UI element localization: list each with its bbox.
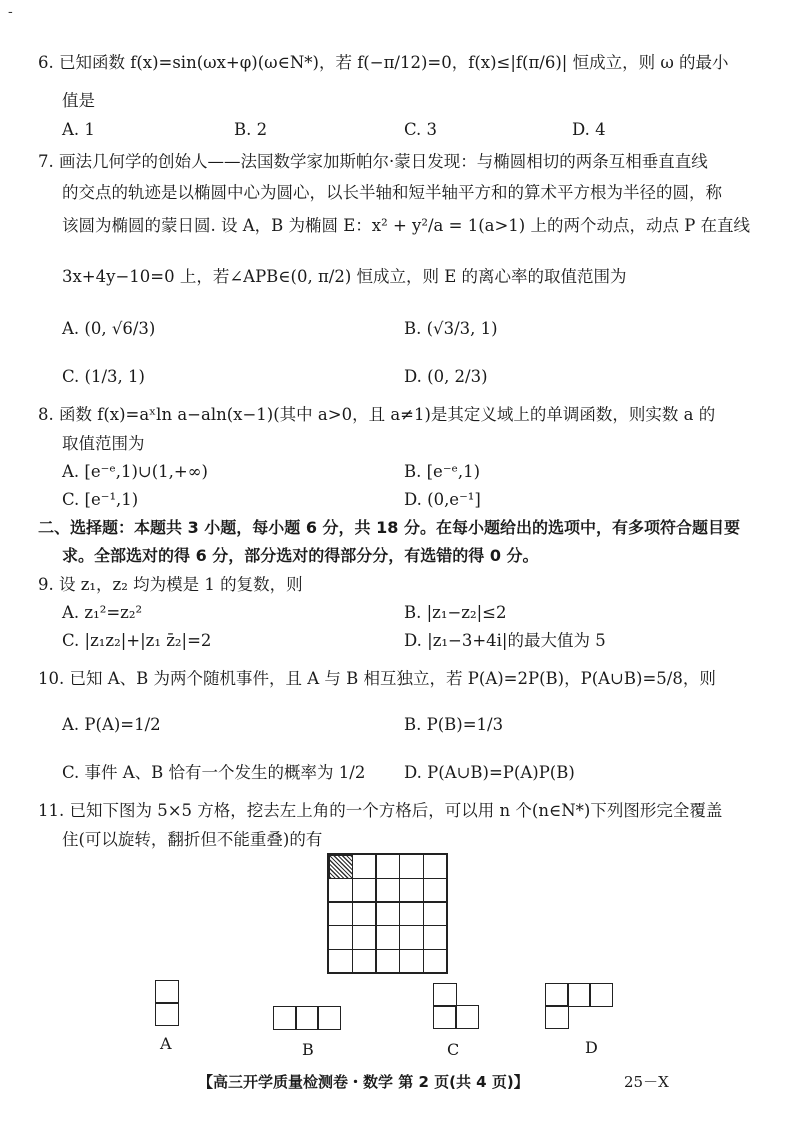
q7-stem-line2: 的交点的轨迹是以椭圆中心为圆心，以长半轴和短半轴平方和的算术平方根为半径的圆，称 [62, 183, 722, 202]
q7-stem-line4: 3x+4y−10=0 上，若∠APB∈(0, π/2) 恒成立，则 E 的离心率的取值范围为 [62, 267, 627, 286]
piece-b-label: B [302, 1040, 314, 1059]
piece-a-label: A [160, 1034, 172, 1053]
page-footer-title: 【高三开学质量检测卷・数学 第 2 页(共 4 页)】 [198, 1073, 529, 1091]
q9-option-c: C. |z₁z₂|+|z₁ z̄₂|=2 [62, 631, 212, 650]
q9-option-b: B. |z₁−z₂|≤2 [404, 603, 507, 622]
q10-option-b: B. P(B)=1/3 [404, 715, 504, 734]
q7-stem-line3: 该圆为椭圆的蒙日圆. 设 A，B 为椭圆 E：x² + y²/a = 1(a>1) 上的两个动点，动点 P 在直线 [62, 216, 751, 235]
corner-mark: - [8, 4, 13, 20]
q10-option-d: D. P(A∪B)=P(A)P(B) [404, 763, 575, 782]
q10-stem: 10. 已知 A、B 为两个随机事件，且 A 与 B 相互独立，若 P(A)=2P(B)，P(A∪B)=5/8，则 [38, 669, 716, 688]
q6-stem-line2: 值是 [62, 91, 95, 110]
q9-option-a: A. z₁²=z₂² [62, 603, 143, 622]
q6-option-d: D. 4 [572, 120, 606, 139]
q7-option-c: C. (1/3, 1) [62, 367, 145, 386]
q8-stem-line2: 取值范围为 [62, 434, 145, 453]
five-by-five-grid-figure [327, 853, 448, 974]
q6-option-c: C. 3 [404, 120, 438, 139]
q7-stem-line1: 7. 画法几何学的创始人——法国数学家加斯帕尔·蒙日发现：与椭圆相切的两条互相垂直直线 [38, 152, 708, 171]
q8-option-b: B. [e⁻ᵉ,1) [404, 462, 481, 481]
q11-stem-line1: 11. 已知下图为 5×5 方格，挖去左上角的一个方格后，可以用 n 个(n∈N*)下列图形完全覆盖 [38, 801, 723, 820]
q8-option-d: D. (0,e⁻¹] [404, 490, 481, 509]
q7-option-d: D. (0, 2/3) [404, 367, 488, 386]
page-footer-code: 25－X [624, 1073, 669, 1091]
q10-option-c: C. 事件 A、B 恰有一个发生的概率为 1/2 [62, 763, 366, 782]
section2-heading-line1: 二、选择题：本题共 3 小题，每小题 6 分，共 18 分。在每小题给出的选项中，有多项符合题目要 [38, 518, 740, 537]
q6-option-a: A. 1 [62, 120, 95, 139]
removed-corner-cell [329, 855, 353, 879]
q9-option-d: D. |z₁−3+4i|的最大值为 5 [404, 631, 606, 650]
piece-d-label: D [585, 1038, 598, 1057]
q7-option-a: A. (0, √6/3) [62, 319, 156, 338]
piece-c-label: C [447, 1040, 460, 1059]
q8-option-c: C. [e⁻¹,1) [62, 490, 139, 509]
q7-option-b: B. (√3/3, 1) [404, 319, 498, 338]
q6-option-b: B. 2 [234, 120, 268, 139]
q8-option-a: A. [e⁻ᵉ,1)∪(1,+∞) [62, 462, 208, 481]
q6-stem-line1: 6. 已知函数 f(x)=sin(ωx+φ)(ω∈N*)，若 f(−π/12)=0，f(x)≤|f(π/6)| 恒成立，则 ω 的最小 [38, 53, 729, 72]
q10-option-a: A. P(A)=1/2 [62, 715, 161, 734]
section2-heading-line2: 求。全部选对的得 6 分，部分选对的得部分分，有选错的得 0 分。 [62, 546, 539, 565]
q11-stem-line2: 住(可以旋转，翻折但不能重叠)的有 [62, 830, 323, 849]
q8-stem-line1: 8. 函数 f(x)=aˣln a−aln(x−1)(其中 a>0，且 a≠1)是其定义域上的单调函数，则实数 a 的 [38, 405, 716, 424]
q9-stem: 9. 设 z₁，z₂ 均为模是 1 的复数，则 [38, 575, 303, 594]
